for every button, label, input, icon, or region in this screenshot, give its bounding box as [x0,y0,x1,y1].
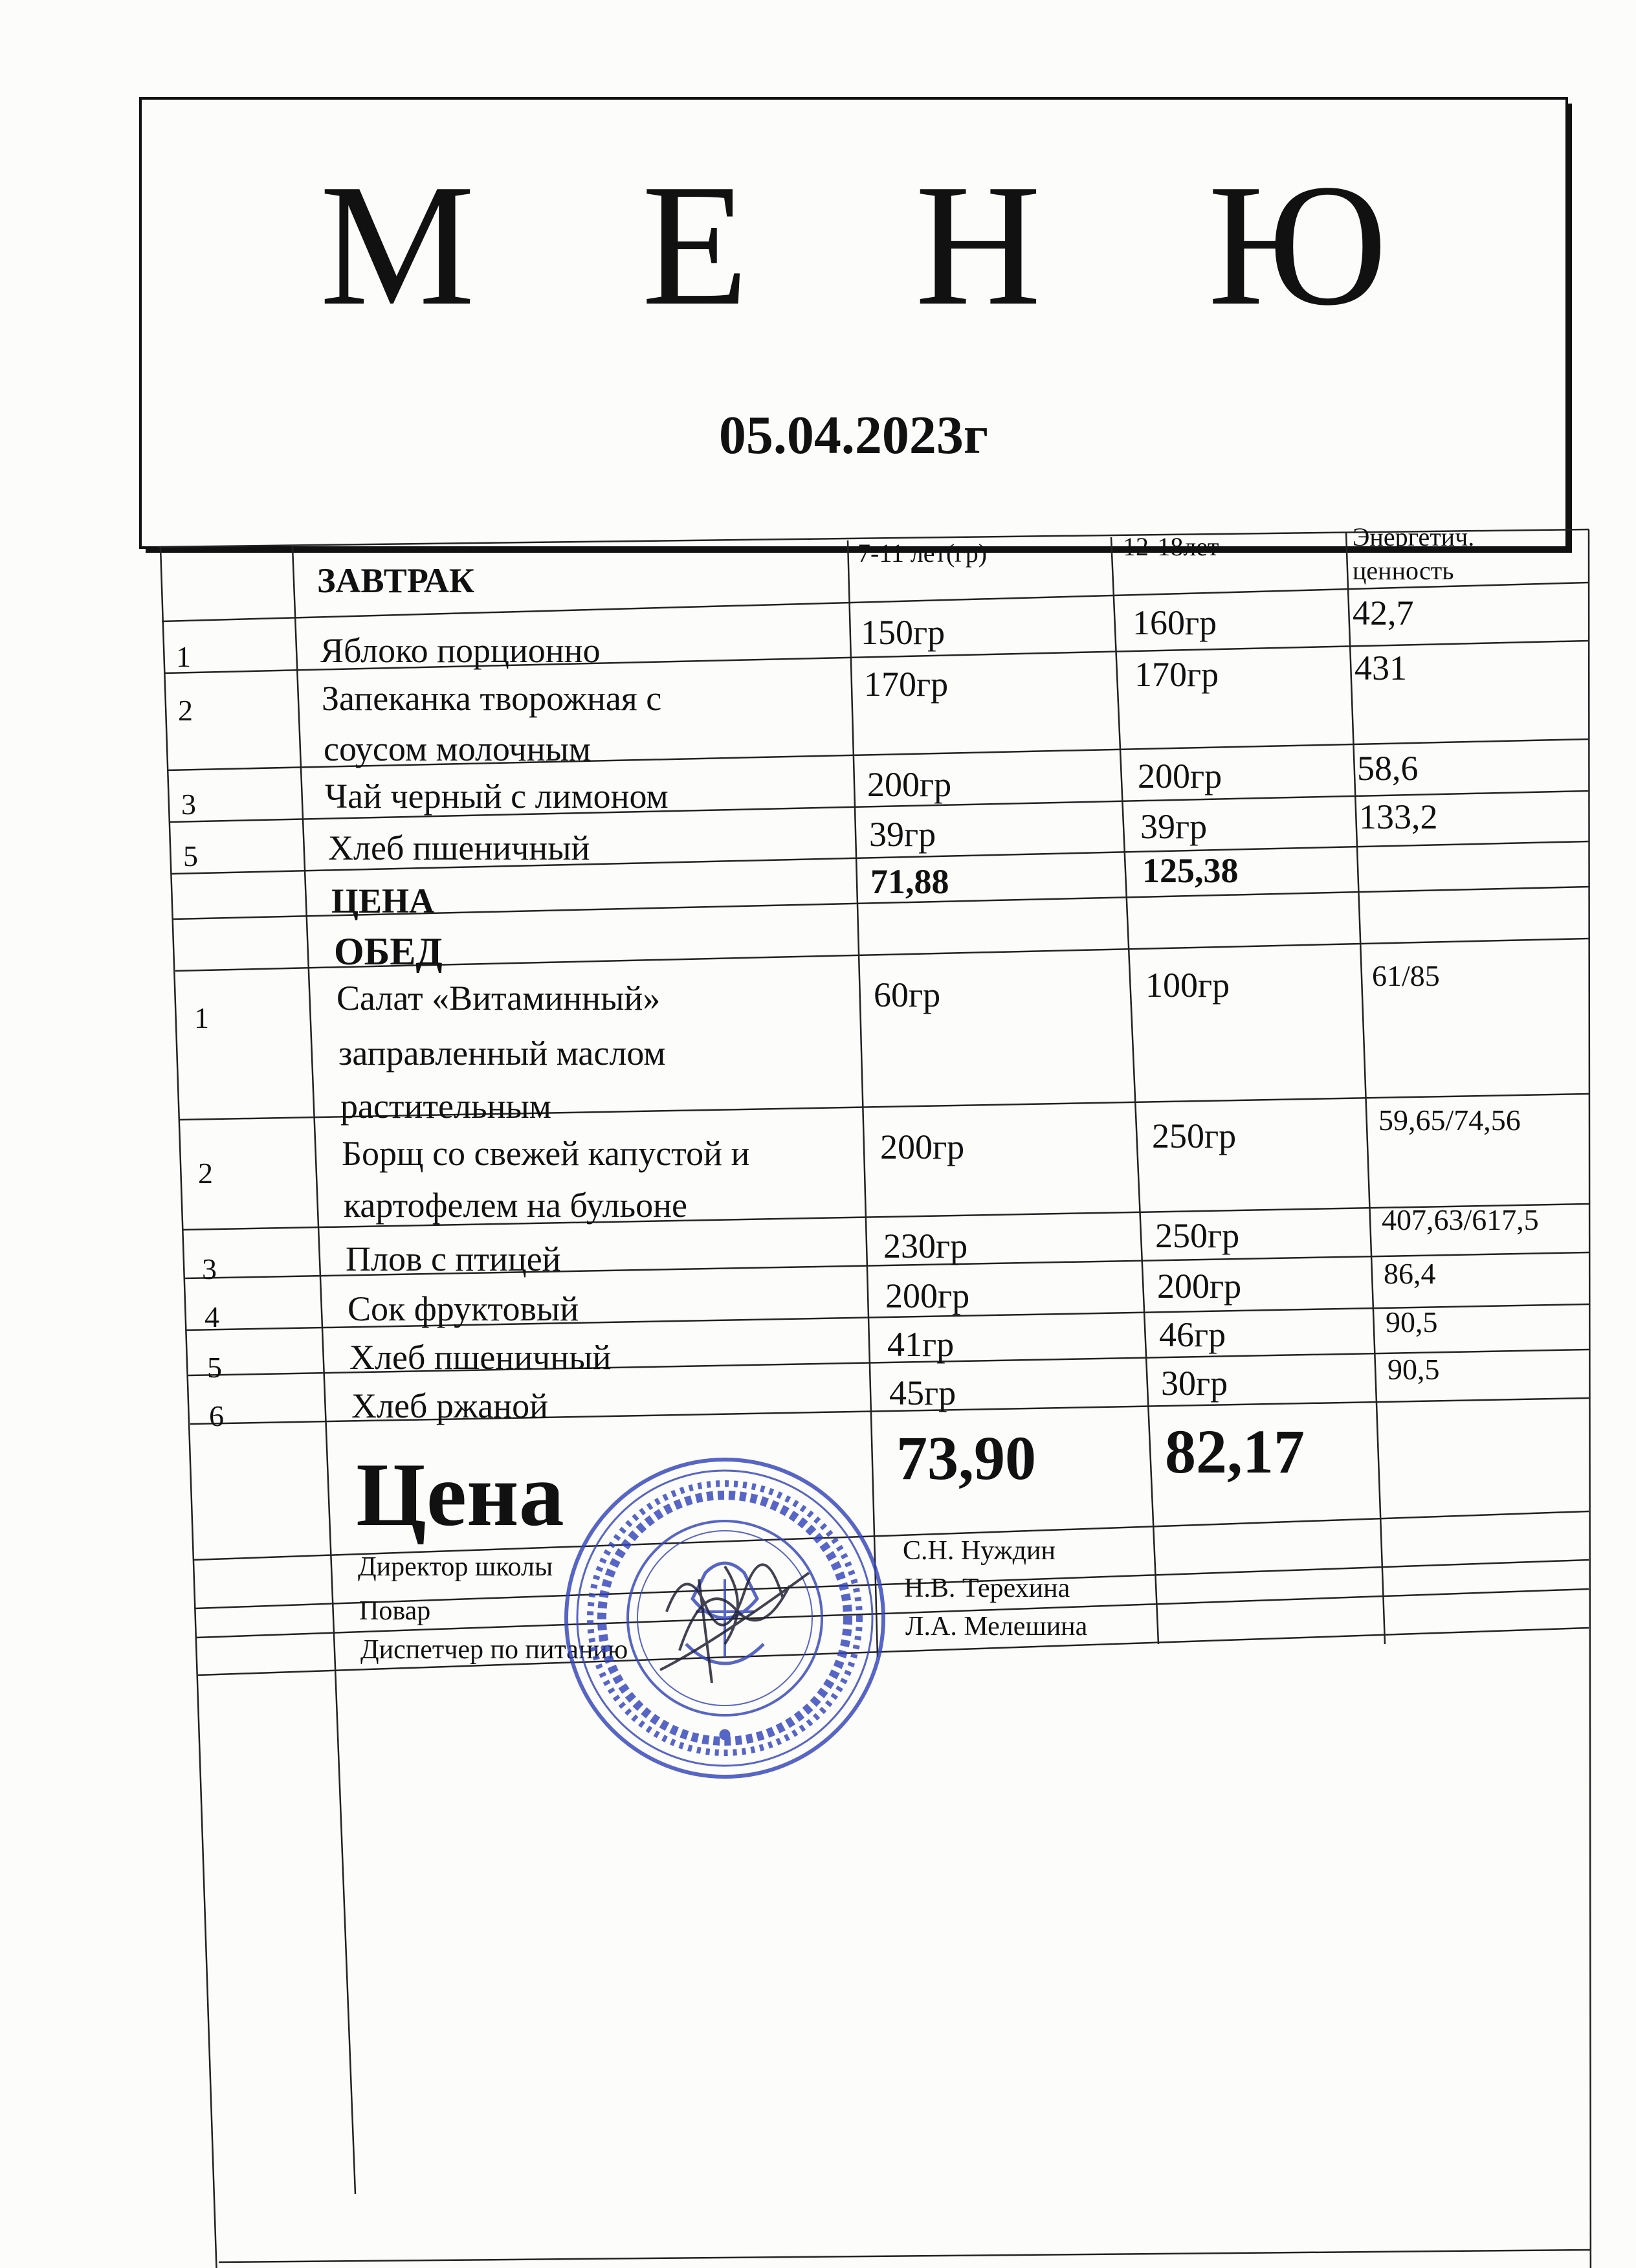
dish-name: Чай черный с лимоном [325,777,669,816]
portion-12-18: 250гр [1152,1117,1237,1155]
signature-role: Диспетчер по питанию [360,1635,628,1665]
col-age-12-18: 12-18лет [1123,532,1219,561]
energy-value: 59,65/74,56 [1378,1104,1521,1137]
dish-name: Хлеб ржаной [351,1386,548,1425]
portion-7-11: 170гр [864,665,949,704]
row-number: 4 [204,1300,219,1333]
col-energy-line1: Энергетич. [1353,522,1475,551]
energy-value: 61/85 [1372,959,1440,992]
menu-title: М Е Н Ю [320,148,1449,342]
breakfast-price-7-11: 71,88 [870,862,949,901]
dish-name-line2: картофелем на бульоне [344,1186,687,1225]
dish-name: Хлеб пшеничный [328,828,590,867]
portion-7-11: 200гр [867,765,952,804]
signature-name: С.Н. Нуждин [903,1536,1056,1566]
portion-12-18: 170гр [1134,655,1219,694]
portion-7-11: 60гр [874,975,941,1014]
row-number: 2 [178,694,193,727]
dish-name: Плов с птицей [346,1240,561,1278]
portion-7-11: 41гр [887,1325,955,1364]
menu-header-box [139,97,1568,549]
energy-value: 42,7 [1353,594,1414,632]
dish-name: Яблоко порционно [320,631,601,670]
portion-12-18: 160гр [1133,603,1217,642]
signature-role: Директор школы [358,1552,553,1582]
row-number: 1 [194,1001,209,1034]
portion-12-18: 39гр [1140,807,1208,846]
portion-12-18: 30гр [1161,1364,1228,1403]
breakfast-heading: ЗАВТРАК [317,561,475,600]
handwritten-signature [641,1521,835,1702]
menu-date: 05.04.2023г [718,405,989,465]
portion-7-11: 230гр [883,1227,968,1265]
dish-name: Салат «Витаминный» [337,979,661,1017]
energy-value: 407,63/617,5 [1382,1203,1539,1236]
row-number: 3 [202,1252,217,1285]
row-number: 2 [198,1157,213,1190]
dish-name: Сок фруктовый [348,1289,579,1328]
portion-7-11: 45гр [889,1373,956,1412]
breakfast-price-label: ЦЕНА [331,882,435,920]
signature-role: Повар [359,1596,431,1626]
energy-value: 133,2 [1359,797,1438,836]
signature-name: Н.В. Терехина [904,1573,1070,1603]
portion-12-18: 250гр [1155,1216,1240,1255]
energy-value: 90,5 [1386,1306,1438,1339]
row-number: 5 [207,1351,222,1384]
portion-7-11: 150гр [861,613,945,652]
dish-name-line3: растительным [340,1087,551,1126]
lunch-heading: ОБЕД [334,930,443,973]
energy-value: 86,4 [1384,1257,1436,1290]
lunch-price-7-11: 73,90 [896,1423,1036,1493]
lunch-price-label: Цена [356,1445,564,1545]
portion-7-11: 39гр [869,815,936,854]
signature-name: Л.А. Мелешина [905,1612,1088,1641]
dish-name: Борщ со свежей капустой и [342,1134,750,1173]
lunch-price-12-18: 82,17 [1165,1417,1305,1486]
energy-value: 90,5 [1387,1353,1440,1386]
portion-12-18: 46гр [1159,1315,1226,1354]
dish-name-line2: заправленный маслом [338,1034,666,1073]
breakfast-price-12-18: 125,38 [1142,851,1239,890]
portion-12-18: 100гр [1145,966,1230,1005]
dish-name: Хлеб пшеничный [349,1338,612,1377]
col-energy-line2: ценность [1353,556,1454,585]
energy-value: 58,6 [1357,749,1419,788]
dish-name-line2: соусом молочным [324,729,591,768]
row-number: 6 [209,1399,224,1432]
energy-value: 431 [1354,649,1407,687]
row-number: 3 [181,788,196,821]
portion-12-18: 200гр [1138,757,1222,795]
portion-7-11: 200гр [885,1276,970,1315]
portion-7-11: 200гр [880,1128,965,1166]
row-number: 1 [176,640,191,673]
col-age-7-11: 7-11 лет(гр) [857,539,988,568]
portion-12-18: 200гр [1157,1267,1242,1306]
row-number: 5 [183,839,198,873]
dish-name: Запеканка творожная с [322,679,662,718]
